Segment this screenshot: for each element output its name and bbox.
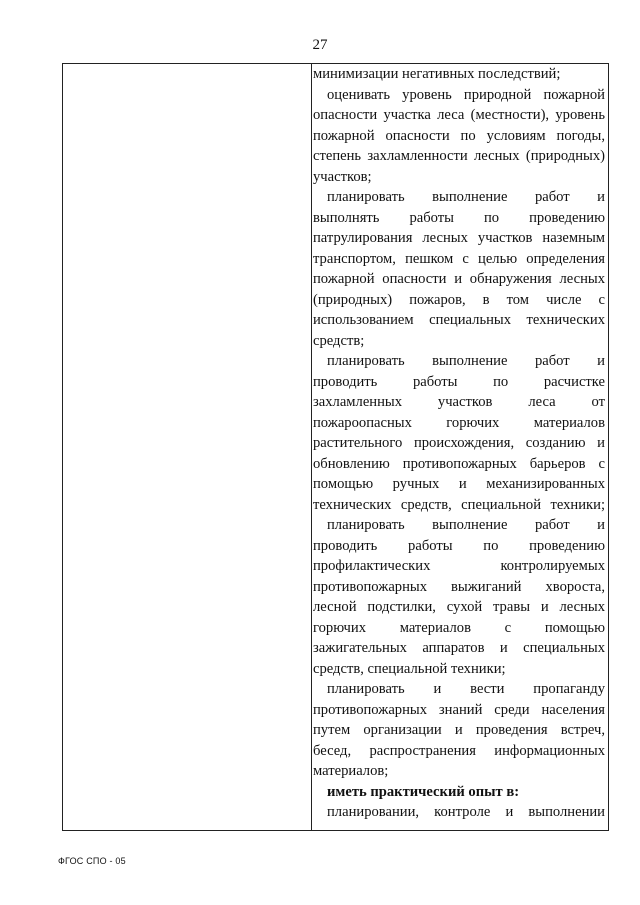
text-line: средств; bbox=[313, 332, 365, 349]
footer-document-code: ФГОС СПО - 05 bbox=[58, 856, 126, 866]
text-line: оценивать уровень природной пожарной bbox=[327, 86, 605, 103]
text-line: выполнять работы по проведению bbox=[313, 209, 605, 226]
text-line: планировать выполнение работ и bbox=[327, 189, 605, 205]
text-line: захламленных участков леса от bbox=[313, 394, 605, 410]
text-line: планировании, контроле и выполнении bbox=[327, 804, 605, 820]
text-line: планировать выполнение работ и bbox=[327, 353, 605, 369]
text-line: профилактических контролируемых bbox=[313, 558, 605, 574]
text-line: использованием специальных технических bbox=[313, 312, 605, 328]
text-line: помощью ручных и механизированных bbox=[313, 476, 605, 492]
text-line: горючих материалов с помощью bbox=[313, 619, 605, 636]
text-line: пожароопасных горючих материалов bbox=[313, 414, 605, 431]
column-divider bbox=[311, 64, 312, 830]
page-number: 27 bbox=[312, 37, 328, 53]
text-line: патрулирования лесных участков наземным bbox=[313, 230, 605, 246]
text-line: путем организации и проведения встреч, bbox=[313, 722, 605, 738]
text-line: пожарной опасности по условиям погоды, bbox=[313, 127, 605, 144]
text-line: планировать и вести пропаганду bbox=[327, 681, 605, 697]
text-line: технических средств, специальной техники; bbox=[313, 496, 605, 513]
text-line: противопожарных знаний среди населения bbox=[313, 701, 605, 718]
text-line: планировать выполнение работ и bbox=[327, 517, 605, 533]
text-line: проводить работы по расчистке bbox=[313, 373, 605, 390]
text-line: лесной подстилки, сухой травы и лесных bbox=[313, 599, 605, 615]
standards-table bbox=[62, 63, 609, 831]
text-line: пожарной опасности и обнаружения лесных bbox=[313, 271, 605, 287]
text-line: степень захламленности лесных (природных) bbox=[313, 148, 605, 164]
text-line: средств, специальной техники; bbox=[313, 660, 506, 677]
table-left-cell bbox=[63, 64, 311, 830]
text-line: проводить работы по проведению bbox=[313, 537, 605, 554]
text-line: опасности участка леса (местности), уровень bbox=[313, 107, 605, 123]
text-line: транспортом, пешком с целью определения bbox=[313, 250, 605, 267]
text-line: противопожарных выжиганий хвороста, bbox=[313, 578, 605, 595]
text-line: обновлению противопожарных барьеров с bbox=[313, 455, 605, 472]
table-right-cell bbox=[313, 64, 605, 830]
text-line: зажигательных аппаратов и специальных bbox=[313, 640, 605, 656]
text-line: участков; bbox=[313, 168, 372, 185]
text-line: иметь практический опыт в: bbox=[327, 783, 520, 800]
text-line: минимизации негативных последствий; bbox=[313, 66, 561, 82]
text-line: растительного происхождения, созданию и bbox=[313, 435, 605, 451]
text-line: материалов; bbox=[313, 763, 389, 779]
text-line: бесед, распространения информационных bbox=[313, 742, 605, 759]
text-line: (природных) пожаров, в том числе с bbox=[313, 291, 605, 308]
